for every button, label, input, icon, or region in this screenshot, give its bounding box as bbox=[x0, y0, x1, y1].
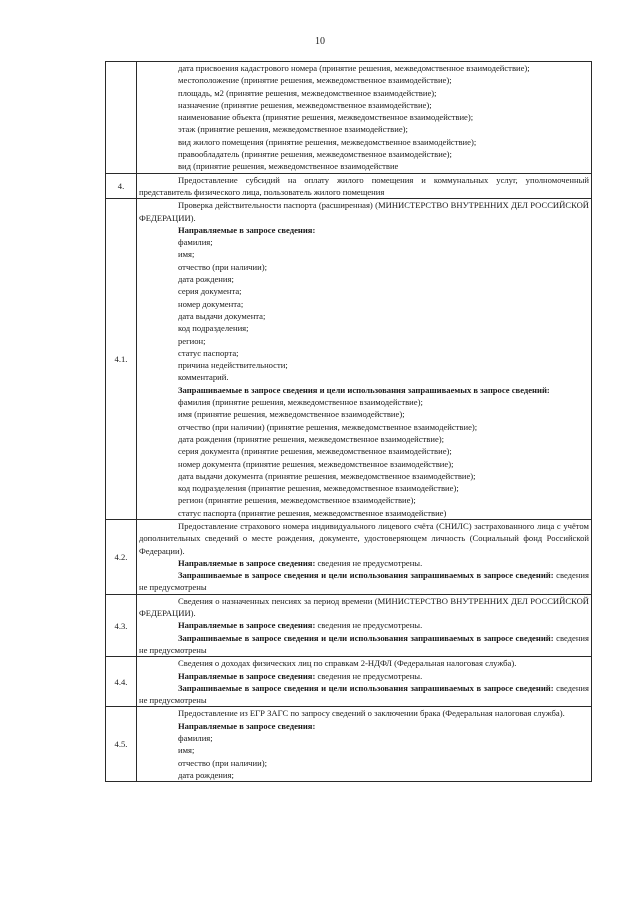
table-row bbox=[106, 62, 592, 174]
content-line: дата выдачи документа (принятие решения, межведомственное взаимодействие); bbox=[178, 470, 476, 481]
row-content-cell bbox=[137, 173, 592, 199]
table-row bbox=[106, 594, 592, 656]
content-line: дата присвоения кадастрового номера (принятие решения, межведомственное взаимодействие); bbox=[178, 63, 530, 73]
content-line: номер документа (принятие решения, межведомственное взаимодействие); bbox=[178, 458, 454, 469]
content-line: отчество (при наличии); bbox=[178, 757, 267, 768]
content-line: Предоставление субсидий на оплату жилого помещения и коммунальных услуг, уполномоченный представитель физического лица, пользователь жилого помещения bbox=[139, 174, 589, 197]
content-line-with-bold-label bbox=[139, 569, 589, 594]
table-body bbox=[106, 62, 592, 782]
content-line: код подразделения (принятие решения, межведомственное взаимодействие); bbox=[178, 483, 459, 494]
content-line: дата рождения; bbox=[178, 769, 234, 780]
content-line: местоположение (принятие решения, межведомственное взаимодействие); bbox=[178, 75, 452, 86]
content-line: этаж (принятие решения, межведомственное взаимодействие); bbox=[178, 124, 408, 135]
content-line: назначение (принятие решения, межведомственное взаимодействие); bbox=[178, 99, 432, 110]
content-line: серия документа; bbox=[178, 286, 242, 297]
bold-label: Направляемые в запросе сведения: bbox=[178, 557, 316, 568]
content-line-with-bold-label bbox=[139, 557, 589, 569]
label-value: сведения не предусмотрены bbox=[139, 632, 589, 655]
content-line: дата рождения (принятие решения, межведомственное взаимодействие); bbox=[178, 433, 445, 444]
row-content-cell bbox=[137, 62, 592, 174]
content-line: наименование объекта (принятие решения, межведомственное взаимодействие); bbox=[178, 112, 474, 123]
content-line: дата выдачи документа; bbox=[178, 310, 266, 321]
content-line: фамилия; bbox=[178, 237, 213, 248]
row-number-cell: 4.3. bbox=[106, 594, 137, 656]
content-line: правообладатель (принятие решения, межведомственное взаимодействие); bbox=[178, 149, 452, 160]
content-line: вид (принятие решения, межведомственное взаимодействие bbox=[178, 161, 399, 172]
page-number: 10 bbox=[315, 36, 325, 47]
content-line: серия документа (принятие решения, межведомственное взаимодействие); bbox=[178, 446, 452, 457]
table-row bbox=[106, 199, 592, 520]
row-content-cell bbox=[137, 199, 592, 520]
content-line: Сведения о доходах физических лиц по справкам 2-НДФЛ (Федеральная налоговая служба). bbox=[178, 658, 517, 669]
content-line: Предоставление из ЕГР ЗАГС по запросу сведений о заключении брака (Федеральная налоговая служба). bbox=[178, 708, 565, 719]
content-line-with-bold-label bbox=[139, 682, 589, 707]
content-line: регион (принятие решения, межведомственное взаимодействие); bbox=[178, 495, 416, 506]
row-number-cell: 4. bbox=[106, 173, 137, 199]
content-line: имя; bbox=[178, 745, 195, 756]
requirements-table bbox=[105, 61, 592, 782]
content-line: код подразделения; bbox=[178, 323, 249, 334]
label-value: сведения не предусмотрены. bbox=[315, 620, 423, 631]
row-content-cell bbox=[137, 519, 592, 594]
row-content-cell bbox=[137, 657, 592, 707]
row-content-cell bbox=[137, 594, 592, 656]
content-line: имя; bbox=[178, 249, 195, 260]
content-line: Направляемые в запросе сведения: bbox=[178, 224, 316, 235]
table-row bbox=[106, 519, 592, 594]
label-value: сведения не предусмотрены. bbox=[315, 557, 423, 568]
row-number-cell bbox=[106, 62, 137, 174]
label-value: сведения не предусмотрены bbox=[139, 682, 589, 706]
content-line-with-bold-label bbox=[139, 670, 589, 682]
content-line: Запрашиваемые в запросе сведения и цели использования запрашиваемых в запросе сведений: bbox=[178, 384, 550, 395]
content-line: номер документа; bbox=[178, 298, 244, 309]
content-line: имя (принятие решения, межведомственное взаимодействие); bbox=[178, 409, 405, 420]
content-line: комментарий. bbox=[178, 372, 229, 383]
content-line: дата рождения; bbox=[178, 274, 234, 285]
row-number-cell: 4.4. bbox=[106, 657, 137, 707]
label-value: сведения не предусмотрены bbox=[139, 570, 589, 593]
content-line: фамилия; bbox=[178, 733, 213, 744]
bold-label: Направляемые в запросе сведения: bbox=[178, 670, 316, 681]
table-row bbox=[106, 173, 592, 199]
content-line: Предоставление страхового номера индивидуального лицевого счёта (СНИЛС) застрахованного лица с учётом дополнительных сведений о месте рождения, документе, удостоверяющем личность (Социальный фонд Российской Федерации). bbox=[139, 520, 589, 556]
content-line-with-bold-label bbox=[139, 619, 589, 631]
bold-label: Запрашиваемые в запросе сведения и цели использования запрашиваемых в запросе сведений: bbox=[178, 682, 554, 693]
content-line: Сведения о назначенных пенсиях за период времени (МИНИСТЕРСТВО ВНУТРЕННИХ ДЕЛ РОССИЙСКОЙ ФЕДЕРАЦИИ). bbox=[139, 595, 589, 619]
content-line: отчество (при наличии); bbox=[178, 261, 267, 272]
bold-label: Запрашиваемые в запросе сведения и цели использования запрашиваемых в запросе сведений: bbox=[178, 632, 554, 643]
table-row bbox=[106, 657, 592, 707]
bold-label: Запрашиваемые в запросе сведения и цели использования запрашиваемых в запросе сведений: bbox=[178, 570, 554, 581]
bold-label: Направляемые в запросе сведения: bbox=[178, 620, 316, 631]
row-number-cell: 4.1. bbox=[106, 199, 137, 520]
content-line: регион; bbox=[178, 335, 206, 346]
row-number-cell: 4.2. bbox=[106, 519, 137, 594]
content-line: площадь, м2 (принятие решения, межведомственное взаимодействие); bbox=[178, 87, 437, 98]
content-line: вид жилого помещения (принятие решения, межведомственное взаимодействие); bbox=[178, 136, 477, 147]
content-line: Проверка действительности паспорта (расширенная) (МИНИСТЕРСТВО ВНУТРЕННИХ ДЕЛ РОССИЙСКОЙ ФЕДЕРАЦИИ). bbox=[139, 200, 589, 223]
content-line: статус паспорта (принятие решения, межведомственное взаимодействие) bbox=[178, 507, 447, 518]
content-line: причина недействительности; bbox=[178, 360, 288, 371]
content-line: отчество (при наличии) (принятие решения, межведомственное взаимодействие); bbox=[178, 421, 478, 432]
content-line: статус паспорта; bbox=[178, 347, 239, 358]
content-line: фамилия (принятие решения, межведомственное взаимодействие); bbox=[178, 397, 423, 408]
row-number-cell: 4.5. bbox=[106, 707, 137, 782]
row-content-cell bbox=[137, 707, 592, 782]
content-line: Направляемые в запросе сведения: bbox=[178, 720, 316, 731]
table-row bbox=[106, 707, 592, 782]
label-value: сведения не предусмотрены. bbox=[315, 670, 423, 681]
content-line-with-bold-label bbox=[139, 632, 589, 657]
